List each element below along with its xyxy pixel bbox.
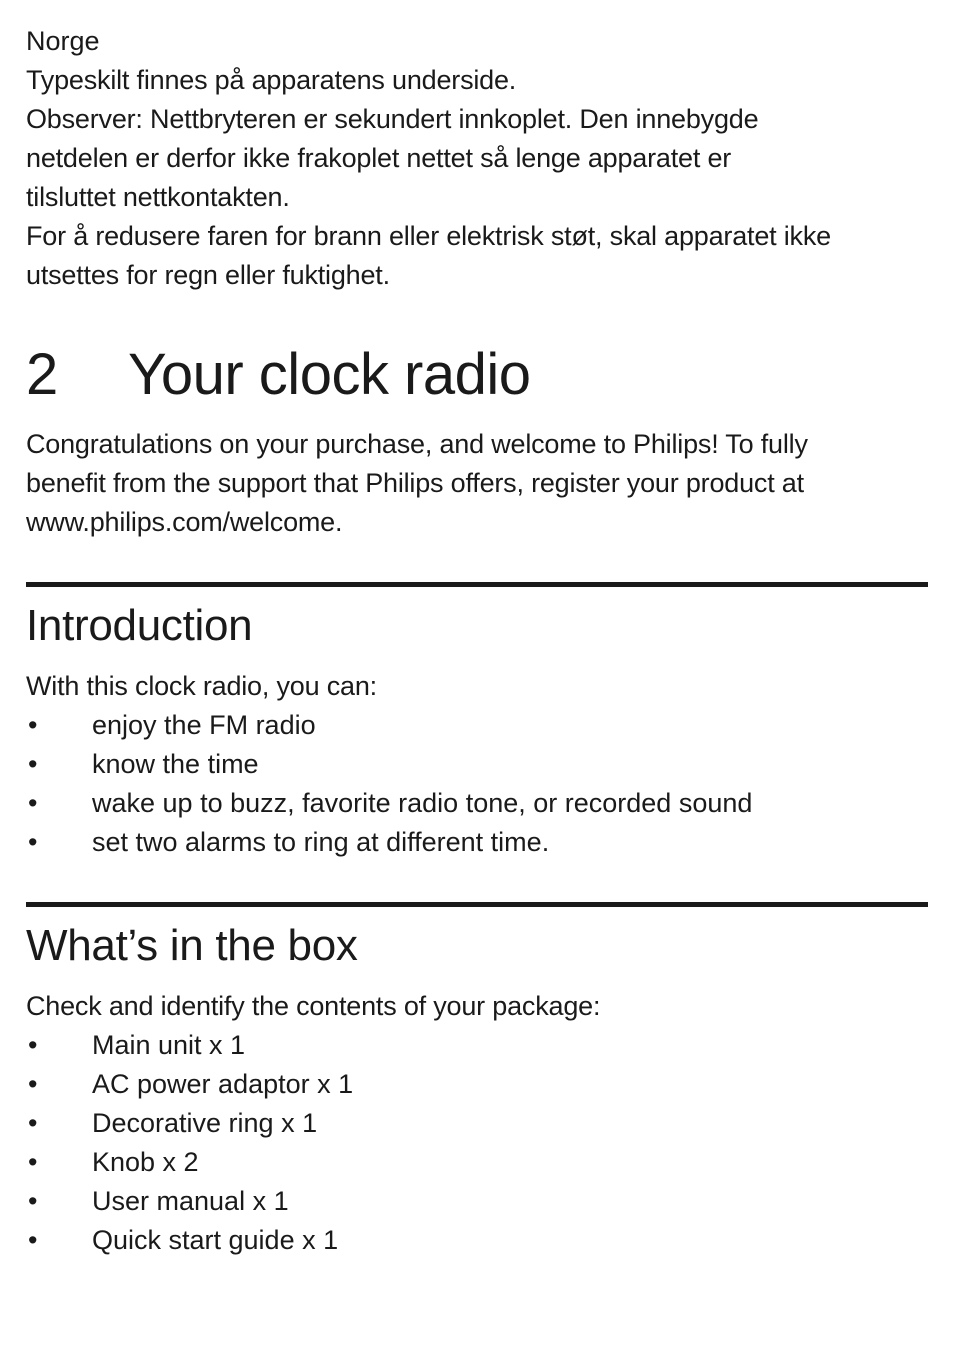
box-contents-list xyxy=(26,1026,928,1260)
section-divider xyxy=(26,902,928,907)
bullet: • xyxy=(28,749,38,779)
list-item xyxy=(26,823,928,862)
bullet: • xyxy=(28,1030,38,1060)
box-contents-section xyxy=(26,915,928,1260)
norge-section xyxy=(26,22,928,295)
bullet: • xyxy=(28,1147,38,1177)
list-item xyxy=(26,706,928,745)
list-item-text: Main unit x 1 xyxy=(92,1030,246,1060)
introduction-list xyxy=(26,706,928,862)
box-contents-lead: Check and identify the contents of your package: xyxy=(26,991,601,1021)
list-item-text: enjoy the FM radio xyxy=(92,710,316,740)
chapter-number: 2 xyxy=(26,342,59,407)
bullet: • xyxy=(28,1225,38,1255)
chapter-heading xyxy=(26,337,928,413)
list-item xyxy=(26,1026,928,1065)
introduction-section xyxy=(26,595,928,862)
norge-line-6: utsettes for regn eller fuktighet. xyxy=(26,260,390,290)
list-item-text: set two alarms to ring at different time. xyxy=(92,827,550,857)
bullet: • xyxy=(28,788,38,818)
bullet: • xyxy=(28,827,38,857)
bullet: • xyxy=(28,710,38,740)
chapter-intro-line-1: Congratulations on your purchase, and welcome to Philips! To fully xyxy=(26,429,808,459)
document-page xyxy=(26,22,928,1260)
list-item xyxy=(26,1065,928,1104)
chapter-intro-line-2: benefit from the support that Philips offers, register your product at xyxy=(26,468,804,498)
list-item xyxy=(26,1104,928,1143)
list-item xyxy=(26,1221,928,1260)
list-item xyxy=(26,1143,928,1182)
norge-line-4: tilsluttet nettkontakten. xyxy=(26,182,290,212)
box-contents-heading: What’s in the box xyxy=(26,921,358,970)
section-divider xyxy=(26,582,928,587)
norge-line-5: For å redusere faren for brann eller elektrisk støt, skal apparatet ikke xyxy=(26,221,831,251)
list-item-text: know the time xyxy=(92,749,259,779)
list-item xyxy=(26,745,928,784)
norge-line-2: Observer: Nettbryteren er sekundert innkoplet. Den innebygde xyxy=(26,104,759,134)
list-item-text: AC power adaptor x 1 xyxy=(92,1069,354,1099)
list-item-text: wake up to buzz, favorite radio tone, or recorded sound xyxy=(92,788,753,818)
bullet: • xyxy=(28,1069,38,1099)
list-item-text: User manual x 1 xyxy=(92,1186,289,1216)
list-item xyxy=(26,1182,928,1221)
list-item-text: Knob x 2 xyxy=(92,1147,199,1177)
chapter-title: Your clock radio xyxy=(128,342,531,407)
bullet: • xyxy=(28,1108,38,1138)
list-item xyxy=(26,784,928,823)
chapter-intro xyxy=(26,425,928,542)
chapter-intro-line-3: www.philips.com/welcome. xyxy=(26,507,343,537)
bullet: • xyxy=(28,1186,38,1216)
introduction-heading: Introduction xyxy=(26,601,253,650)
norge-heading: Norge xyxy=(26,26,100,56)
list-item-text: Decorative ring x 1 xyxy=(92,1108,318,1138)
norge-line-1: Typeskilt finnes på apparatens underside. xyxy=(26,65,517,95)
introduction-lead: With this clock radio, you can: xyxy=(26,671,377,701)
list-item-text: Quick start guide x 1 xyxy=(92,1225,339,1255)
norge-line-3: netdelen er derfor ikke frakoplet nettet så lenge apparatet er xyxy=(26,143,732,173)
